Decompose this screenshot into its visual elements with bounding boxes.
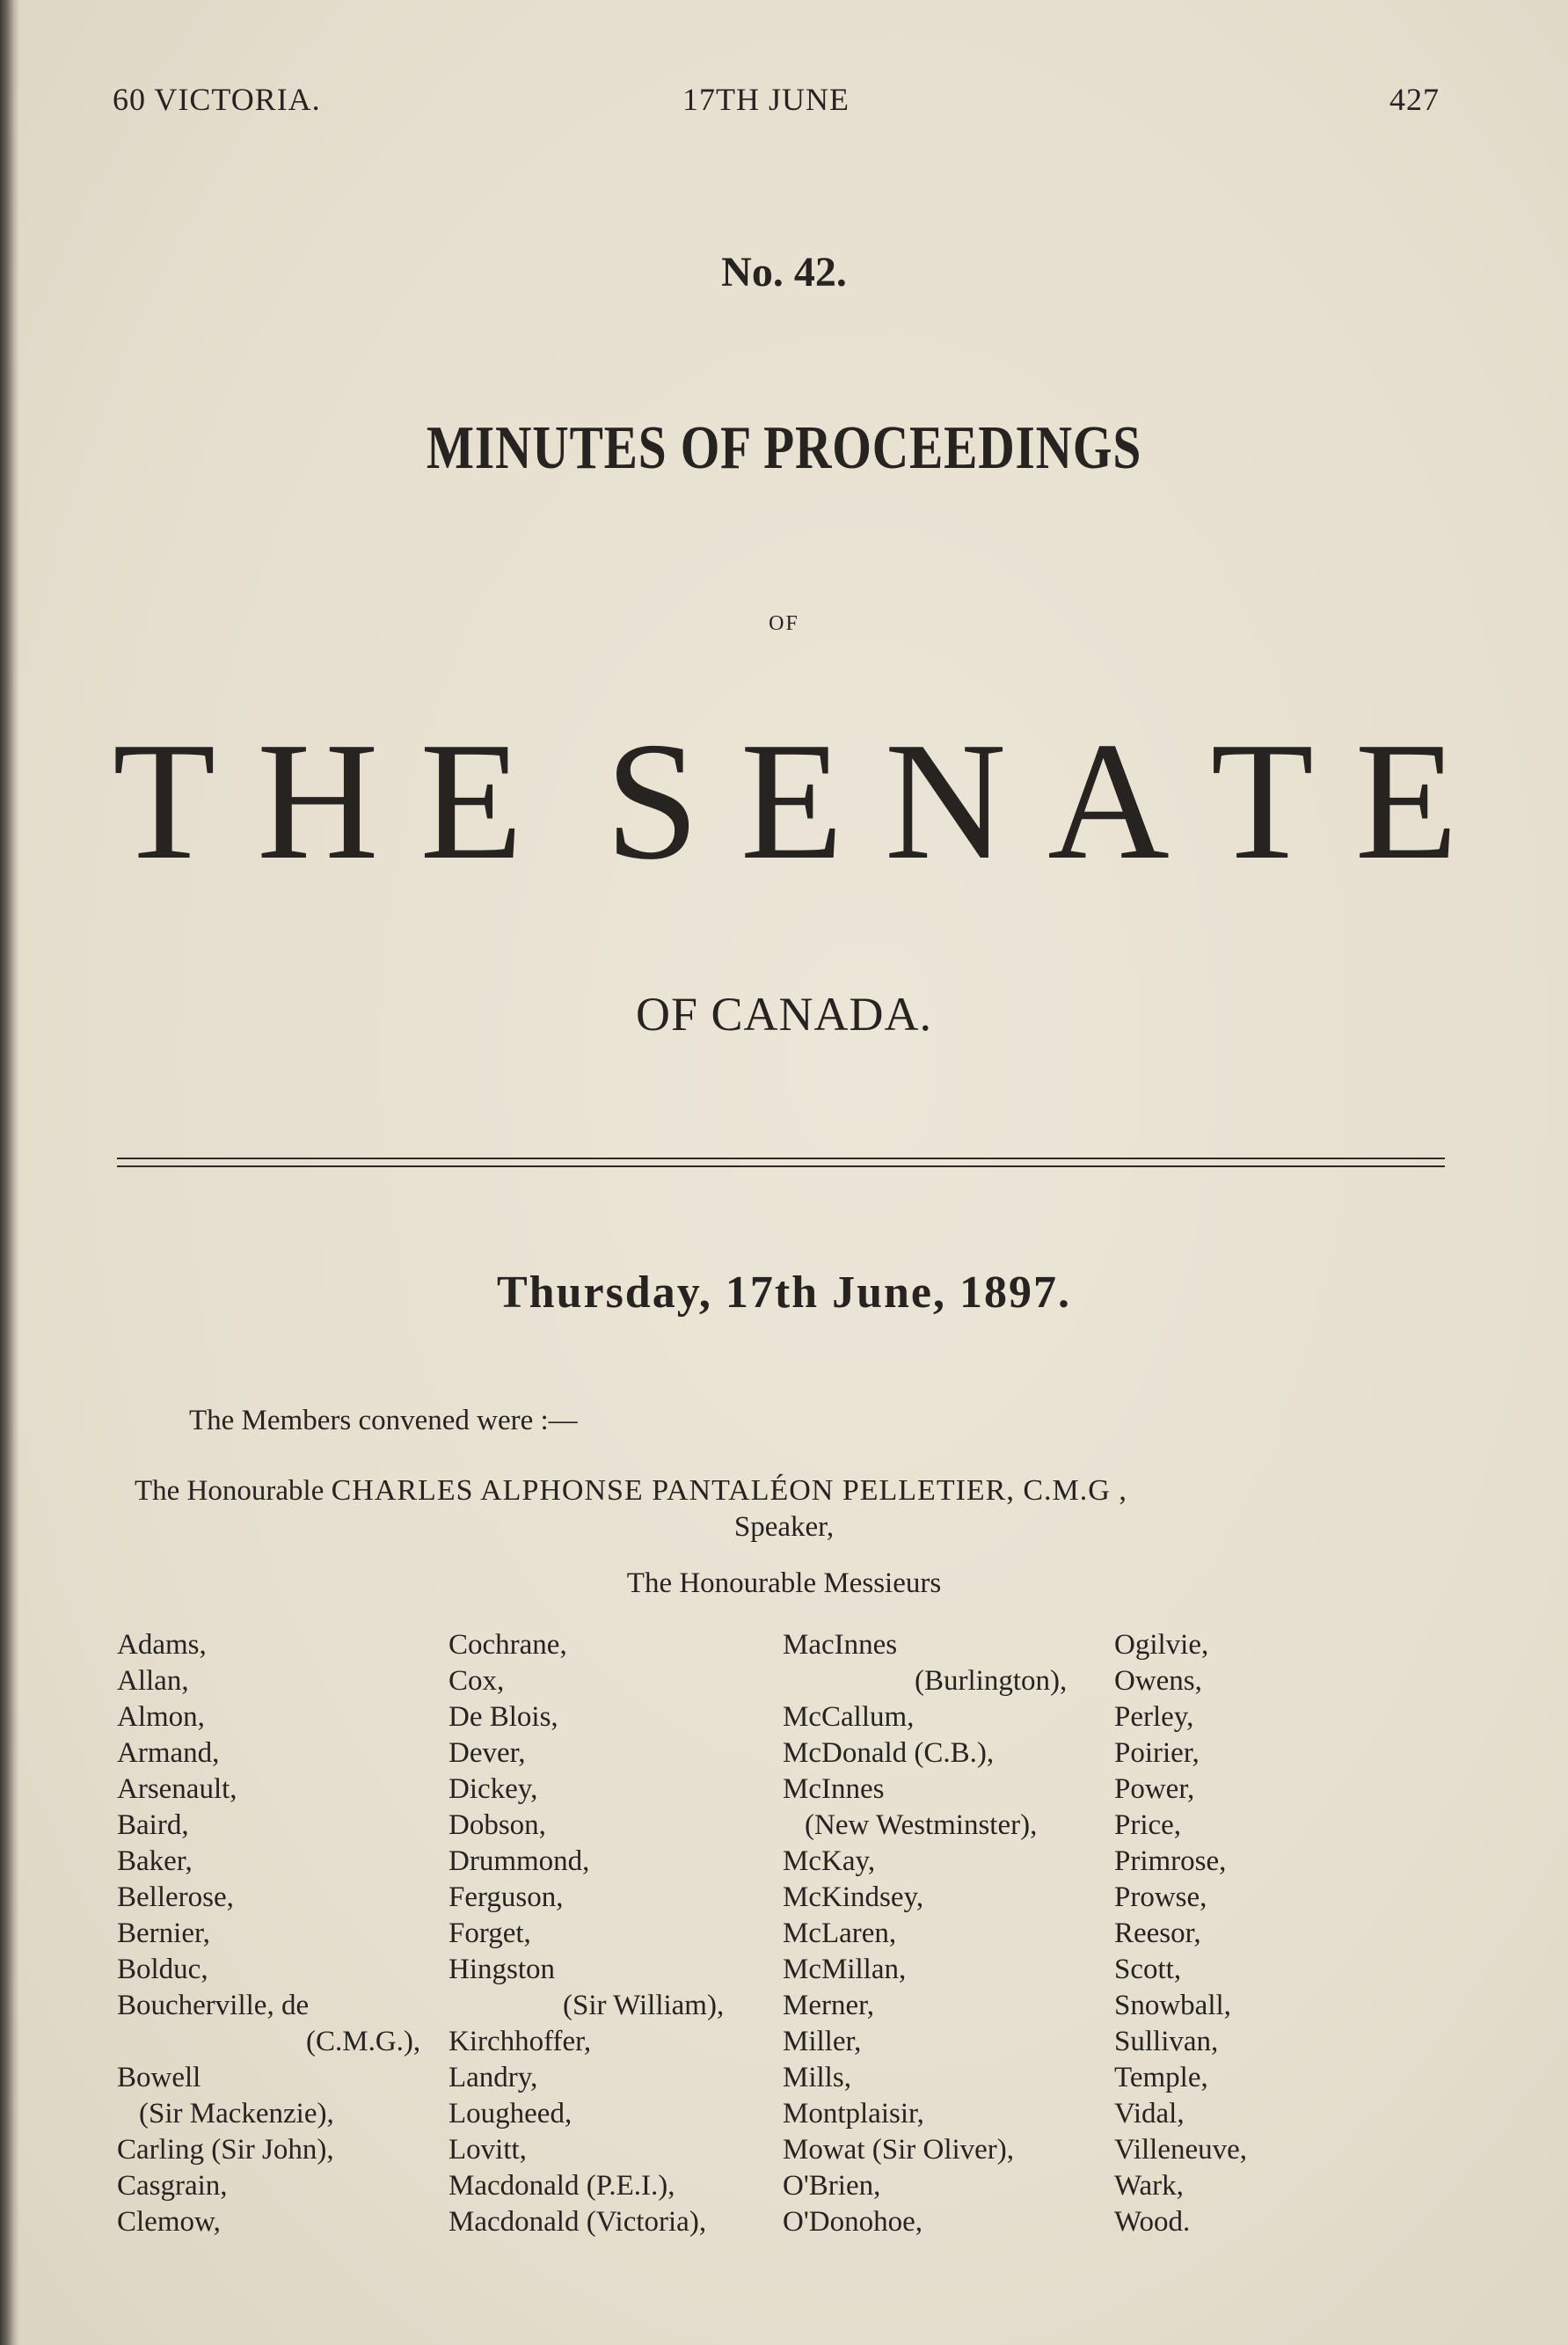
member-name-continuation: (Sir William), bbox=[563, 1990, 725, 2021]
member-name-continuation: (C.M.G.), bbox=[306, 2026, 421, 2057]
speaker-title: Speaker, bbox=[733, 1511, 835, 1543]
member-name: McCallum, bbox=[783, 1701, 915, 1733]
member-name: Ogilvie, bbox=[1114, 1629, 1209, 1661]
member-name: Forget, bbox=[449, 1918, 531, 1949]
header-center: 17TH JUNE bbox=[682, 82, 850, 117]
double-rule-top bbox=[117, 1158, 1445, 1159]
header-left: 60 VICTORIA. bbox=[113, 82, 321, 117]
member-name: Bolduc, bbox=[117, 1954, 208, 1985]
member-name: McKindsey, bbox=[783, 1881, 924, 1913]
members-convened-intro: The Members convened were :— bbox=[189, 1405, 578, 1436]
title-letter: A bbox=[1047, 707, 1170, 895]
member-name: Vidal, bbox=[1114, 2098, 1185, 2129]
member-name: Allan, bbox=[117, 1665, 189, 1697]
session-date: Thursday, 17th June, 1897. bbox=[496, 1267, 1072, 1318]
member-name: McKay, bbox=[783, 1845, 876, 1877]
title-letter: N bbox=[884, 707, 1007, 895]
member-name: Lovitt, bbox=[449, 2134, 527, 2166]
member-name: Bernier, bbox=[117, 1918, 210, 1949]
member-name-continuation: (Burlington), bbox=[915, 1665, 1068, 1697]
member-name: Reesor, bbox=[1114, 1918, 1201, 1949]
messieurs-heading: The Honourable Messieurs bbox=[626, 1567, 942, 1599]
member-name: MacInnes bbox=[783, 1629, 898, 1661]
member-name: Casgrain, bbox=[117, 2170, 228, 2202]
member-name: Almon, bbox=[117, 1701, 205, 1733]
member-name: Scott, bbox=[1114, 1954, 1182, 1985]
member-name: Armand, bbox=[117, 1737, 220, 1769]
member-name: Miller, bbox=[783, 2026, 862, 2057]
member-name: Mowat (Sir Oliver), bbox=[783, 2134, 1015, 2166]
member-name: Montplaisir, bbox=[783, 2098, 924, 2129]
speaker-name: CHARLES ALPHONSE PANTALÉON PELLETIER, C.M.G , bbox=[331, 1474, 1127, 1507]
member-name: Ferguson, bbox=[449, 1881, 564, 1913]
member-name: Boucherville, de bbox=[117, 1990, 310, 2021]
member-name: Kirchhoffer, bbox=[449, 2026, 592, 2057]
member-name: Drummond, bbox=[449, 1845, 590, 1877]
member-name: Sullivan, bbox=[1114, 2026, 1219, 2057]
members-column-1 bbox=[117, 1627, 420, 2240]
member-name: Cochrane, bbox=[449, 1629, 567, 1661]
members-column-3 bbox=[783, 1627, 1067, 2240]
members-column-2 bbox=[449, 1627, 724, 2240]
title-of-canada: OF CANADA. bbox=[635, 988, 933, 1041]
title-the-senate bbox=[113, 707, 1458, 895]
member-name: Merner, bbox=[783, 1990, 875, 2021]
member-name: O'Brien, bbox=[783, 2170, 881, 2202]
member-name: Dobson, bbox=[449, 1809, 546, 1841]
member-name: Macdonald (Victoria), bbox=[449, 2206, 707, 2238]
title-letter: E bbox=[419, 707, 523, 895]
member-name-continuation: (New Westminster), bbox=[805, 1809, 1038, 1841]
member-name: Bowell bbox=[117, 2062, 201, 2093]
member-name: Temple, bbox=[1114, 2062, 1208, 2093]
member-name: McMillan, bbox=[783, 1954, 907, 1985]
title-letter: S bbox=[605, 707, 699, 895]
member-name: Macdonald (P.E.I.), bbox=[449, 2170, 675, 2202]
member-name: Baird, bbox=[117, 1809, 189, 1841]
title-of: OF bbox=[769, 612, 799, 635]
member-name: Perley, bbox=[1114, 1701, 1194, 1733]
title-letter: E bbox=[740, 707, 844, 895]
member-name: Dickey, bbox=[449, 1773, 538, 1805]
member-name: Hingston bbox=[449, 1954, 556, 1985]
double-rule-bottom bbox=[117, 1165, 1445, 1167]
member-name: McLaren, bbox=[783, 1918, 897, 1949]
member-name: Villeneuve, bbox=[1114, 2134, 1248, 2166]
member-name: Clemow, bbox=[117, 2206, 221, 2238]
member-name: Lougheed, bbox=[449, 2098, 573, 2129]
member-name: Bellerose, bbox=[117, 1881, 234, 1913]
member-name: McInnes bbox=[783, 1773, 885, 1805]
member-name: Wark, bbox=[1114, 2170, 1184, 2202]
member-name: Snowball, bbox=[1114, 1990, 1231, 2021]
member-name: Adams, bbox=[117, 1629, 207, 1661]
member-name: McDonald (C.B.), bbox=[783, 1737, 995, 1769]
issue-number: No. 42. bbox=[721, 249, 847, 296]
member-name: Price, bbox=[1114, 1809, 1182, 1841]
member-name: Dever, bbox=[449, 1737, 526, 1769]
title-letter: T bbox=[1210, 707, 1314, 895]
member-name: Prowse, bbox=[1114, 1881, 1207, 1913]
speaker-line bbox=[135, 1474, 1127, 1508]
title-letter: E bbox=[1354, 707, 1458, 895]
member-name: Carling (Sir John), bbox=[117, 2134, 334, 2166]
member-name: Arsenault, bbox=[117, 1773, 237, 1805]
title-letter: H bbox=[257, 707, 379, 895]
title-minutes-of-proceedings: MINUTES OF PROCEEDINGS bbox=[426, 414, 1142, 482]
member-name-continuation: (Sir Mackenzie), bbox=[139, 2098, 334, 2129]
members-column-4 bbox=[1114, 1627, 1247, 2240]
member-name: Owens, bbox=[1114, 1665, 1202, 1697]
book-spine-shadow bbox=[0, 0, 19, 2345]
speaker-prefix: The Honourable bbox=[135, 1475, 325, 1507]
member-name: Primrose, bbox=[1114, 1845, 1227, 1877]
page-number: 427 bbox=[1389, 82, 1440, 117]
member-name: Poirier, bbox=[1114, 1737, 1200, 1769]
member-name: Cox, bbox=[449, 1665, 505, 1697]
member-name: Mills, bbox=[783, 2062, 851, 2093]
member-name: Landry, bbox=[449, 2062, 538, 2093]
member-name: De Blois, bbox=[449, 1701, 558, 1733]
member-name: Baker, bbox=[117, 1845, 193, 1877]
member-name: Wood. bbox=[1114, 2206, 1191, 2238]
member-name: Power, bbox=[1114, 1773, 1195, 1805]
member-name: O'Donohoe, bbox=[783, 2206, 923, 2238]
title-letter: T bbox=[113, 707, 216, 895]
